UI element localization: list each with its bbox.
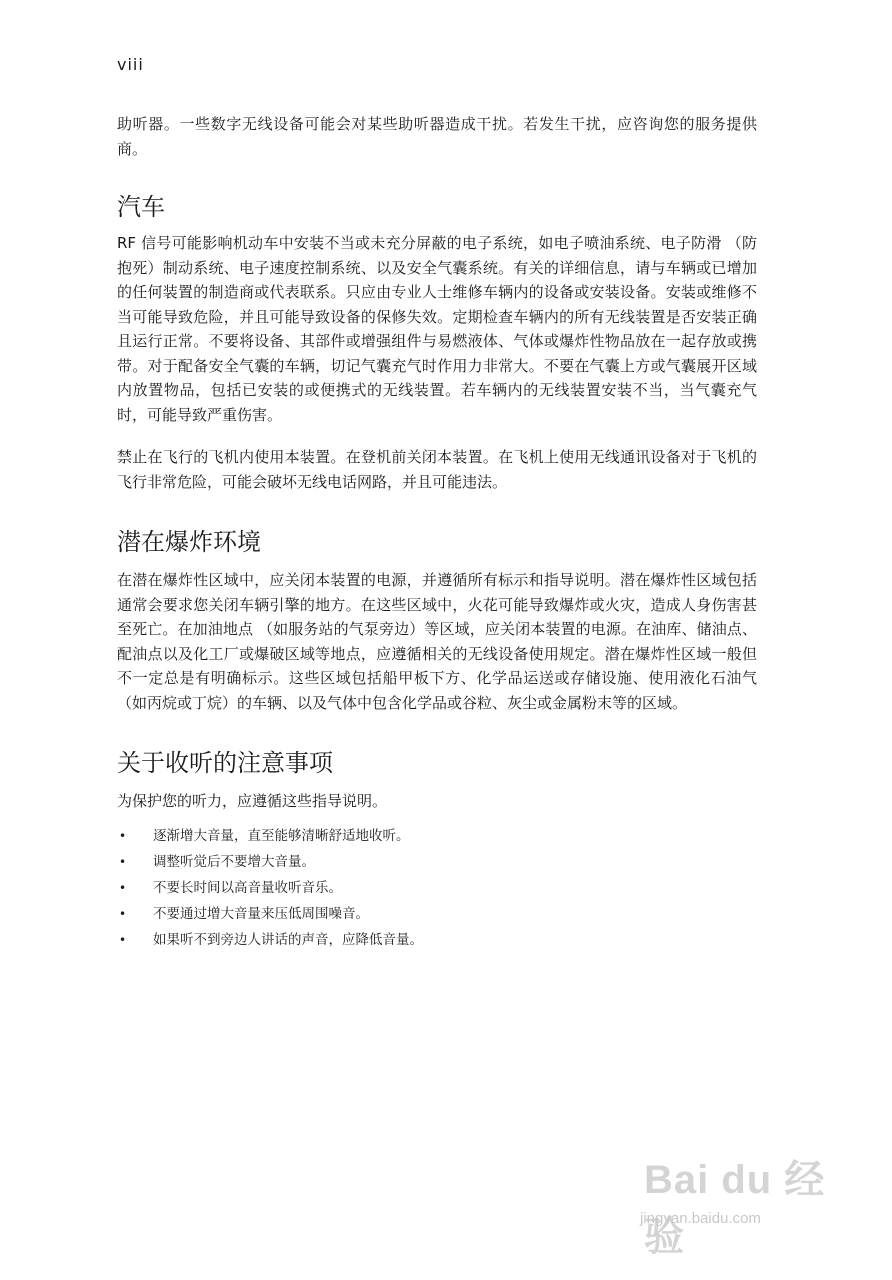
intro-paragraph: 助听器。一些数字无线设备可能会对某些助听器造成干扰。若发生干扰，应咨询您的服务提供商。 bbox=[117, 115, 757, 158]
watermark-logo: Bai du 经验 bbox=[644, 1158, 826, 1259]
car-paragraph-2: 禁止在飞行的飞机内使用本装置。在登机前关闭本装置。在飞机上使用无线通讯设备对于飞机的飞行非常危险，可能会破坏无线电话网路，并且可能违法。 bbox=[117, 448, 757, 491]
list-item-text: 逐渐增大音量，直至能够清晰舒适地收听。 bbox=[153, 828, 410, 844]
bullet-icon: • bbox=[119, 907, 127, 921]
list-item bbox=[117, 901, 757, 927]
bullet-icon: • bbox=[119, 855, 127, 869]
explosive-paragraph: 在潜在爆炸性区域中，应关闭本装置的电源，并遵循所有标示和指导说明。潜在爆炸性区域包括通常会要求您关闭车辆引擎的地方。在这些区域中，火花可能导致爆炸或火灾，造成人身伤害甚至死亡。在加油地点 （如服务站的气泵旁边）等区域，应关闭本装置的电源。在油库、储油点、配油点以及化工厂或爆破区域等地点，应遵循相关的无线设备使用规定。潜在爆炸性区域一般但不一定总是有明确标示。这些区域包括船甲板下方、化学品运送或存储设施、使用液化石油气 （如丙烷或丁烷）的车辆、以及气体中包含化学品或谷粒、灰尘或金属粉末等的区域。 bbox=[117, 571, 757, 712]
baidu-jingyan-watermark bbox=[640, 1148, 840, 1259]
bullet-icon: • bbox=[119, 933, 127, 947]
list-item-text: 不要通过增大音量来压低周围噪音。 bbox=[153, 906, 369, 922]
list-item bbox=[117, 875, 757, 901]
listening-bullet-list bbox=[117, 823, 757, 953]
document-body bbox=[117, 112, 757, 953]
car-paragraph-1: RF 信号可能影响机动车中安装不当或未充分屏蔽的电子系统，如电子喷油系统、电子防滑 （防抱死）制动系统、电子速度控制系统、以及安全气囊系统。有关的详细信息，请与车辆或已增加的任何装置的制造商或代表联系。只应由专业人士维修车辆内的设备或安装设备。安装或维修不当可能导致危险，并且可能导致设备的保修失效。定期检查车辆内的所有无线装置是否安装正确且运行正常。不要将设备、其部件或增强组件与易燃液体、气体或爆炸性物品放在一起存放或携带。对于配备安全气囊的车辆，切记气囊充气时作用力非常大。不要在气囊上方或气囊展开区域内放置物品，包括已安装的或便携式的无线装置。若车辆内的无线装置安装不当，当气囊充气时，可能导致严重伤害。 bbox=[117, 234, 757, 424]
list-item-text: 不要长时间以高音量收听音乐。 bbox=[153, 880, 342, 896]
list-item bbox=[117, 927, 757, 953]
section-heading-listening: 关于收听的注意事项 bbox=[117, 749, 333, 777]
watermark-url: jingyan.baidu.com bbox=[640, 1210, 761, 1227]
list-item bbox=[117, 823, 757, 849]
section-heading-car: 汽车 bbox=[117, 193, 165, 221]
list-item-text: 调整听觉后不要增大音量。 bbox=[153, 854, 315, 870]
list-item bbox=[117, 849, 757, 875]
listening-intro: 为保护您的听力，应遵循这些指导说明。 bbox=[117, 792, 388, 810]
bullet-icon: • bbox=[119, 829, 127, 843]
section-heading-explosive: 潜在爆炸环境 bbox=[117, 528, 261, 556]
bullet-icon: • bbox=[119, 881, 127, 895]
page-number: viii bbox=[117, 55, 144, 74]
list-item-text: 如果听不到旁边人讲话的声音，应降低音量。 bbox=[153, 932, 423, 948]
